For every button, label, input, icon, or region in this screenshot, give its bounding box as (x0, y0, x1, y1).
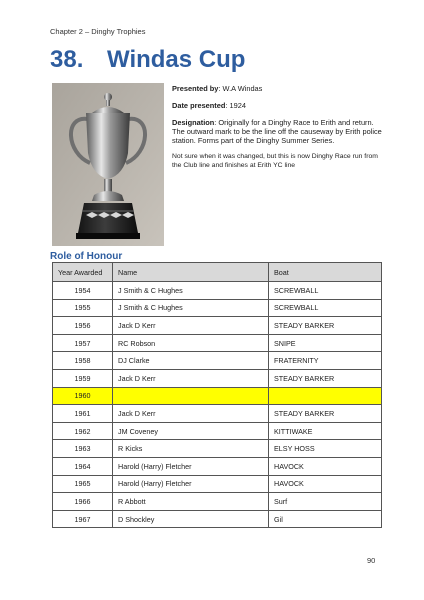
cell-year: 1957 (53, 334, 113, 352)
cell-name: DJ Clarke (113, 352, 269, 370)
date-presented-label: Date presented (172, 101, 226, 110)
date-presented-value: : 1924 (225, 101, 246, 110)
table-row (53, 387, 382, 405)
column-header-year: Year Awarded (53, 263, 113, 282)
cell-name: J Smith & C Hughes (113, 299, 269, 317)
presented-by-label: Presented by (172, 84, 219, 93)
table-header-row (53, 263, 382, 282)
role-of-honour-table (52, 262, 382, 528)
table-row (53, 352, 382, 370)
date-presented (172, 101, 387, 110)
chapter-header: Chapter 2 – Dinghy Trophies (50, 27, 146, 36)
cell-boat: HAVOCK (269, 475, 382, 493)
cell-year: 1961 (53, 405, 113, 423)
cell-boat (269, 387, 382, 405)
cell-year: 1956 (53, 317, 113, 335)
presented-by-value: : W.A Windas (218, 84, 263, 93)
trophy-name: Windas Cup (107, 46, 246, 73)
cell-name: Harold (Harry) Fletcher (113, 475, 269, 493)
cell-name: Jack D Kerr (113, 405, 269, 423)
cell-name: R Kicks (113, 440, 269, 458)
cell-boat: Surf (269, 493, 382, 511)
trophy-photo (52, 83, 164, 246)
page-title (50, 46, 245, 74)
trophy-cup-image (52, 83, 164, 246)
table-row (53, 282, 382, 300)
cell-boat: FRATERNITY (269, 352, 382, 370)
cell-boat: HAVOCK (269, 457, 382, 475)
trophy-info (172, 84, 387, 178)
cell-name: Harold (Harry) Fletcher (113, 457, 269, 475)
column-header-name: Name (113, 263, 269, 282)
table-row (53, 440, 382, 458)
cell-boat: ELSY HOSS (269, 440, 382, 458)
cell-year: 1967 (53, 510, 113, 528)
cell-name: D Shockley (113, 510, 269, 528)
cell-boat: STEADY BARKER (269, 369, 382, 387)
table-row (53, 299, 382, 317)
table-row (53, 475, 382, 493)
cell-boat: SNIPE (269, 334, 382, 352)
designation-label: Designation (172, 118, 215, 127)
cell-name (113, 387, 269, 405)
cell-boat: Gil (269, 510, 382, 528)
trophy-number: 38. (50, 46, 84, 73)
table-row (53, 334, 382, 352)
cell-year: 1954 (53, 282, 113, 300)
presented-by (172, 84, 387, 93)
cell-boat: SCREWBALL (269, 282, 382, 300)
cell-boat: STEADY BARKER (269, 405, 382, 423)
cell-name: J Smith & C Hughes (113, 282, 269, 300)
table-row (53, 369, 382, 387)
cell-year: 1965 (53, 475, 113, 493)
cell-name: Jack D Kerr (113, 369, 269, 387)
column-header-boat: Boat (269, 263, 382, 282)
cell-year: 1962 (53, 422, 113, 440)
table-body (53, 282, 382, 528)
cell-boat: SCREWBALL (269, 299, 382, 317)
page-number: 90 (367, 556, 376, 565)
table-row (53, 457, 382, 475)
cell-year: 1966 (53, 493, 113, 511)
cell-year: 1960 (53, 387, 113, 405)
cell-year: 1959 (53, 369, 113, 387)
cell-boat: KITTIWAKE (269, 422, 382, 440)
cell-name: RC Robson (113, 334, 269, 352)
table-row (53, 493, 382, 511)
table-row (53, 422, 382, 440)
table-row (53, 405, 382, 423)
cell-name: Jack D Kerr (113, 317, 269, 335)
table-row (53, 317, 382, 335)
cell-boat: STEADY BARKER (269, 317, 382, 335)
table-row (53, 510, 382, 528)
cell-year: 1955 (53, 299, 113, 317)
cell-year: 1963 (53, 440, 113, 458)
trophy-note: Not sure when it was changed, but this is now Dinghy Race run from the Club line and finishes at Erith YC line (172, 153, 378, 169)
cell-year: 1958 (53, 352, 113, 370)
role-of-honour-heading: Role of Honour (50, 251, 123, 262)
cell-year: 1964 (53, 457, 113, 475)
designation (172, 118, 387, 145)
cell-name: R Abbott (113, 493, 269, 511)
cell-name: JM Coveney (113, 422, 269, 440)
designation-value: : Originally for a Dinghy Race to Erith and return. The outward mark to be the line off the causeway by Erith police station. Forms part of the Dinghy Summer Series. (172, 118, 382, 145)
